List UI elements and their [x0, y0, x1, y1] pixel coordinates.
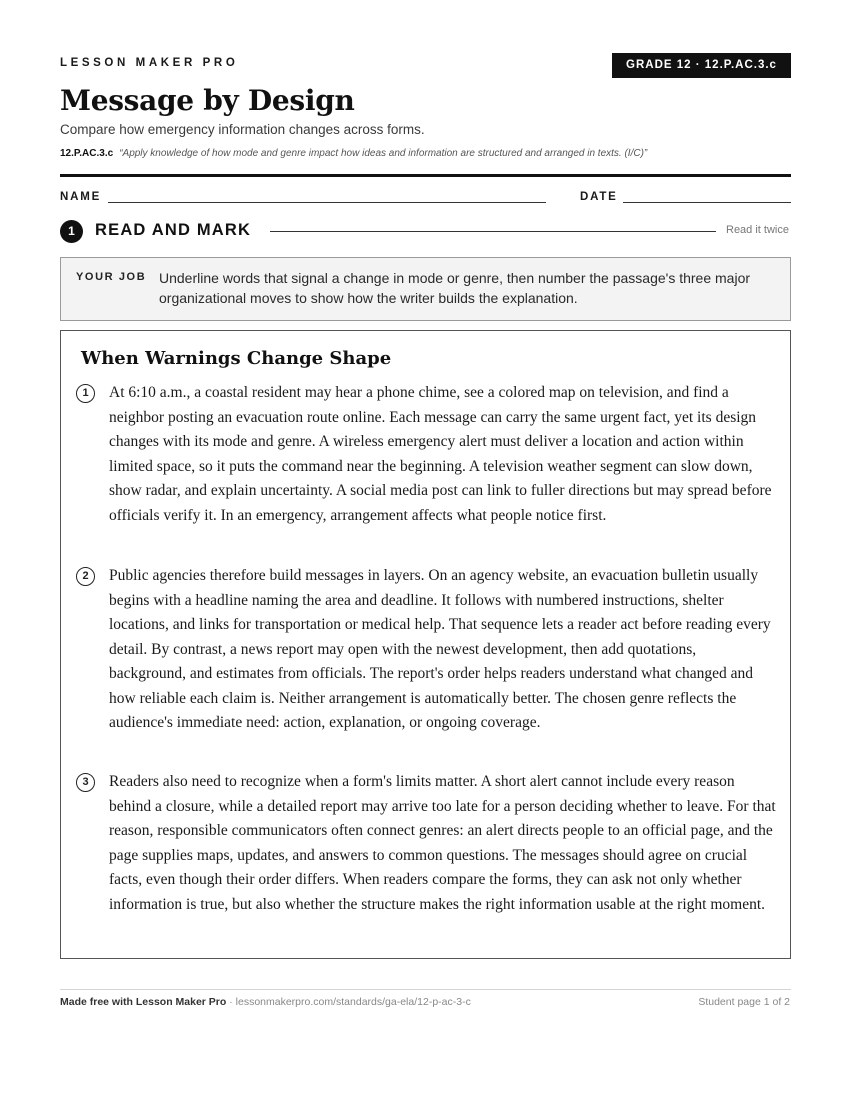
passage-paragraph: Public agencies therefore build messages in layers. On an agency website, an evacuation bulletin usually begins with a headline naming the area and deadline. It follows with numbered instructions, shelter locations, and links for transportation or medical help. That sequence lets a reader act before reading every detail. By contrast, a news report may open with the newest development, then add quotations, background, and estimates from officials. The report's order helps readers understand what changed and how reliable each claim is. Neither arrangement is automatically better. The chosen genre reflects the audience's immediate need: action, explanation, or ongoing coverage. [109, 567, 771, 731]
standard-code: 12.P.AC.3.c [60, 148, 114, 159]
standard-text: “Apply knowledge of how mode and genre impact how ideas and information are structured and arranged in texts. (I/C)” [119, 148, 648, 159]
passage-paragraph: Readers also need to recognize when a form's limits matter. A short alert cannot include every reason behind a closure, while a detailed report may arrive too late for a person deciding whether to leave. For that reason, responsible communicators often connect genres: an alert directs people to an official page, and the page supplies maps, updates, and answers to common questions. The messages should agree on crucial facts, even though their order differs. When readers compare the forms, they can ask not only whether information is true, but also whether the structure makes the right information usable at the right moment. [109, 773, 776, 913]
name-field[interactable] [108, 202, 546, 203]
section-divider [270, 231, 716, 232]
reading-passage [60, 330, 791, 959]
passage-paragraph: At 6:10 a.m., a coastal resident may hear a phone chime, see a colored map on television, and find a neighbor posting an evacuation route online. Each message can carry the same urgent fact, yet its design changes with its mode and genre. A wireless emergency alert must deliver a location and action within limited space, so it puts the command near the beginning. A television weather segment can slow down, show radar, and explain uncertainty. A social media post can link to fuller directions but may spread before officials verify it. In an emergency, arrangement affects what people notice first. [109, 384, 772, 524]
page-subtitle: Compare how emergency information changes across forms. [60, 122, 425, 137]
page-indicator: Student page 1 of 2 [698, 996, 790, 1008]
section-title: READ AND MARK [95, 221, 252, 239]
name-label: NAME [60, 191, 102, 203]
footer-credit [60, 996, 471, 1008]
footer-divider [60, 989, 791, 990]
paragraph-number: 1 [76, 384, 95, 403]
paragraph-number: 3 [76, 773, 95, 792]
brand-name: LESSON MAKER PRO [60, 57, 239, 69]
section-number-badge: 1 [60, 220, 83, 243]
job-box [60, 257, 791, 321]
date-field[interactable] [623, 202, 791, 203]
footer-url: · lessonmakerpro.com/standards/ga-ela/12-p-ac-3-c [226, 996, 471, 1008]
job-label: YOUR JOB [76, 271, 147, 283]
paragraph-number: 2 [76, 567, 95, 586]
date-label: DATE [580, 191, 618, 203]
standard-line [60, 148, 647, 159]
page-title: Message by Design [60, 84, 355, 117]
job-instructions: Underline words that signal a change in mode or genre, then number the passage's three major organizational moves to show how the writer builds the explanation. [159, 270, 751, 306]
passage-title: When Warnings Change Shape [81, 348, 392, 369]
header-divider [60, 174, 791, 177]
grade-badge: GRADE 12 · 12.P.AC.3.c [612, 53, 791, 78]
section-note: Read it twice [726, 224, 789, 236]
footer-made-with: Made free with Lesson Maker Pro [60, 996, 227, 1008]
